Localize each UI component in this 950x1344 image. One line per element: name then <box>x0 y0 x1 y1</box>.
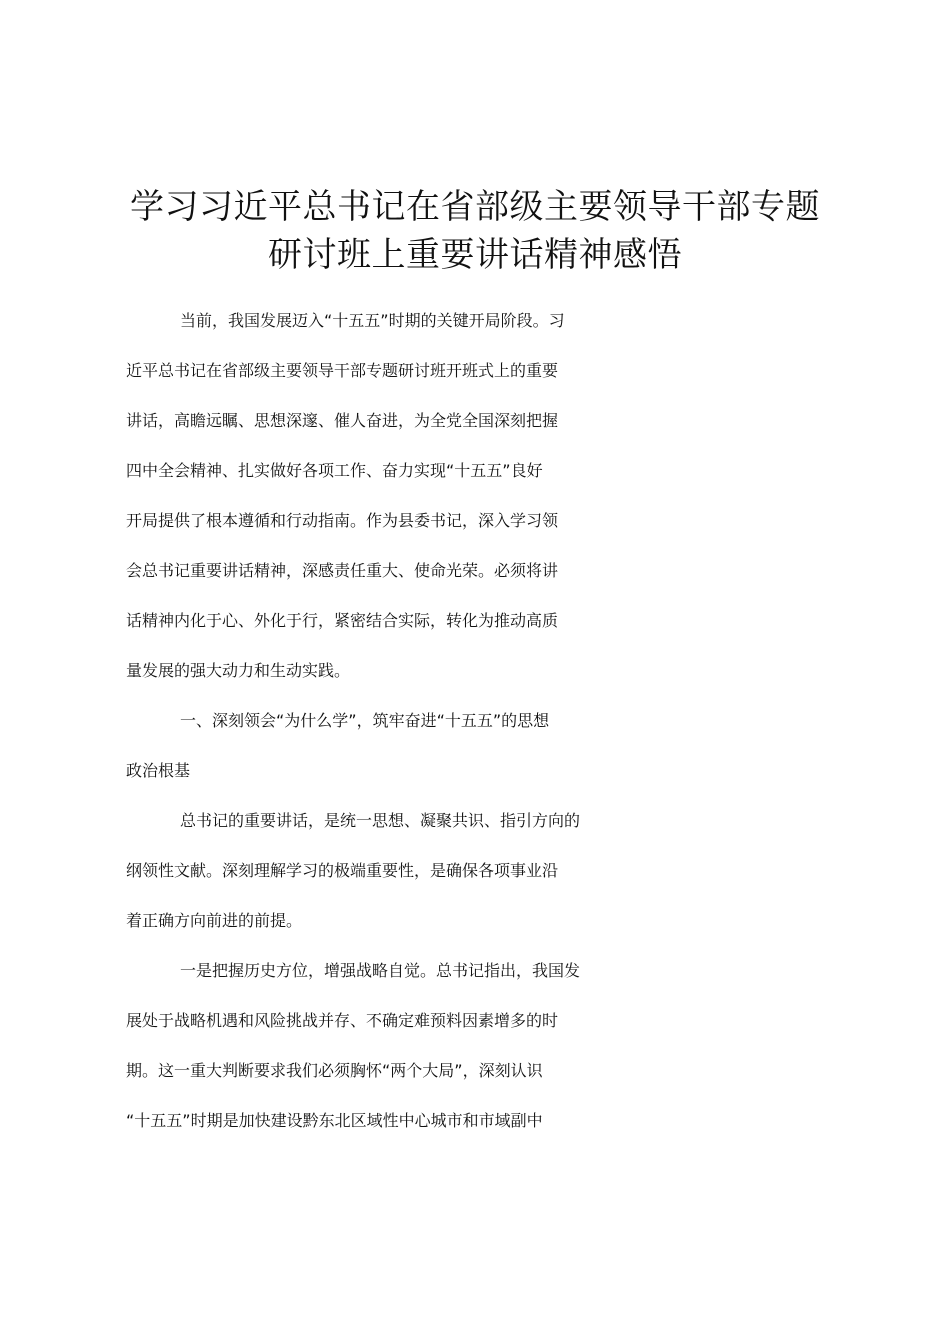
heading-line: 一、深刻领会“为什么学”，筑牢奋进“十五五”的思想 <box>180 711 550 730</box>
text-line: 当前，我国发展迈入“十五五”时期的关键开局阶段。习 <box>180 311 565 330</box>
title-line-2: 研讨班上重要讲话精神感悟 <box>268 235 682 275</box>
text-line: 开局提供了根本遵循和行动指南。作为县委书记，深入学习领 <box>126 511 559 530</box>
text-line: 量发展的强大动力和生动实践。 <box>126 661 351 680</box>
text-line: 四中全会精神、扎实做好各项工作、奋力实现“十五五”良好 <box>126 461 543 480</box>
text-line: 着正确方向前进的前提。 <box>126 911 303 930</box>
text-line: 展处于战略机遇和风险挑战并存、不确定难预料因素增多的时 <box>126 1011 559 1030</box>
text-line: “十五五”时期是加快建设黔东北区域性中心城市和市域副中 <box>126 1111 543 1130</box>
text-line: 总书记的重要讲话，是统一思想、凝聚共识、指引方向的 <box>180 811 581 830</box>
heading-line: 政治根基 <box>126 761 191 780</box>
paragraph-intro <box>126 308 832 708</box>
text-line: 讲话，高瞻远瞩、思想深邃、催人奋进，为全党全国深刻把握 <box>126 411 559 430</box>
document-body <box>126 308 832 1158</box>
text-line: 期。这一重大判断要求我们必须胸怀“两个大局”，深刻认识 <box>126 1061 543 1080</box>
text-line: 话精神内化于心、外化于行，紧密结合实际，转化为推动高质 <box>126 611 559 630</box>
text-line: 近平总书记在省部级主要领导干部专题研讨班开班式上的重要 <box>126 361 559 380</box>
paragraph-2 <box>126 808 832 958</box>
paragraph-3 <box>126 958 832 1158</box>
text-line: 纲领性文献。深刻理解学习的极端重要性，是确保各项事业沿 <box>126 861 559 880</box>
text-line: 会总书记重要讲话精神，深感责任重大、使命光荣。必须将讲 <box>126 561 559 580</box>
document-title <box>100 183 850 279</box>
text-line: 一是把握历史方位，增强战略自觉。总书记指出，我国发 <box>180 961 581 980</box>
section-heading-1 <box>126 708 832 808</box>
title-line-1: 学习习近平总书记在省部级主要领导干部专题 <box>130 187 820 227</box>
